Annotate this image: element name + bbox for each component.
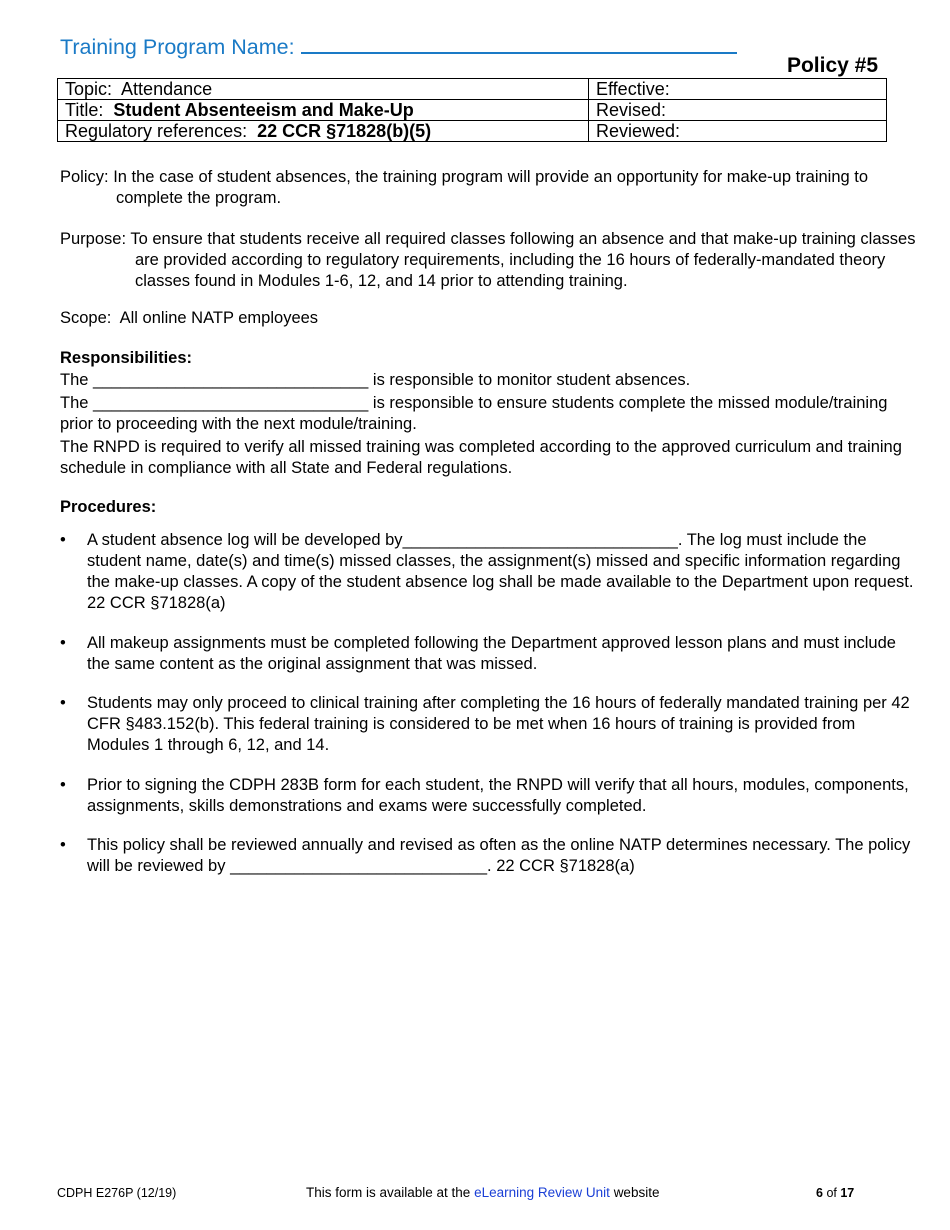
title-cell — [58, 100, 589, 121]
page-current: 6 — [816, 1186, 823, 1200]
responsibilities-heading: Responsibilities: — [60, 349, 193, 367]
purpose-label: Purpose: — [60, 230, 127, 248]
responsibilities-body — [60, 370, 915, 479]
bullet-icon: • — [60, 531, 66, 549]
scope-statement — [60, 308, 920, 329]
training-program-name-field — [60, 32, 737, 60]
procedure-1-prefix: A student absence log will be developed by — [87, 531, 403, 549]
regulatory-value: 22 CCR §71828(b)(5) — [257, 121, 432, 141]
list-item — [60, 530, 920, 618]
procedure-text: Prior to signing the CDPH 283B form for each student, the RNPD will verify that all hours, modules, components, assignments, skills demonstrations and exams were successfully completed. — [87, 776, 909, 815]
procedure-5-blank[interactable]: ____________________________ — [230, 857, 488, 875]
table-row — [58, 121, 887, 142]
page-indicator — [816, 1186, 854, 1200]
scope-label: Scope: — [60, 309, 112, 327]
bullet-icon: • — [60, 836, 66, 854]
elearning-review-unit-link[interactable]: eLearning Review Unit — [474, 1185, 610, 1200]
procedures-heading: Procedures: — [60, 498, 157, 516]
availability-suffix: website — [613, 1185, 660, 1200]
regulatory-label: Regulatory references: — [65, 121, 248, 141]
procedure-1-text: . The log must include the student name, date(s) and time(s) missed classes, the assignment(s) missed and specific information regarding the make-up classes. A copy of the student absence log shall be made available to the Department upon request. 22 CCR §71828(a) — [87, 531, 914, 612]
reviewed-cell[interactable] — [589, 121, 887, 142]
responsibility-line-1 — [60, 370, 915, 391]
topic-value: Attendance — [121, 79, 213, 99]
availability-note — [306, 1185, 659, 1200]
responsibility-2-blank[interactable]: ______________________________ — [93, 394, 369, 412]
availability-prefix: This form is available at the — [306, 1185, 471, 1200]
table-row — [58, 100, 887, 121]
revised-label: Revised: — [596, 100, 667, 120]
effective-cell[interactable] — [589, 79, 887, 100]
reviewed-label: Reviewed: — [596, 121, 681, 141]
bullet-icon: • — [60, 634, 66, 652]
list-item — [60, 693, 920, 759]
policy-meta-table — [57, 78, 887, 142]
responsibility-line-2 — [60, 393, 915, 435]
page-of: of — [826, 1186, 837, 1200]
responsibility-2-text: is responsible to ensure students complete the missed module/training prior to proceeding with the next module/training. — [60, 394, 888, 433]
title-value: Student Absenteeism and Make-Up — [113, 100, 414, 120]
responsibility-2-prefix: The — [60, 394, 89, 412]
procedure-text — [87, 835, 920, 877]
purpose-text: To ensure that students receive all required classes following an absence and that make-up training classes are provided according to regulatory requirements, including the 16 hours of federally-mandated theory classes found in Modules 1-6, 12, and 14 prior to attending training. — [130, 230, 916, 290]
list-item — [60, 633, 920, 677]
procedure-text — [87, 530, 920, 614]
responsibility-1-blank[interactable]: ______________________________ — [93, 371, 369, 389]
list-item — [60, 835, 920, 879]
responsibility-1-text: is responsible to monitor student absences. — [372, 371, 691, 389]
revised-cell[interactable] — [589, 100, 887, 121]
procedure-text: Students may only proceed to clinical training after completing the 16 hours of federally mandated training per 42 CFR §483.152(b). This federal training is considered to be met when 16 hours of training is provided from Modules 1 through 6, 12, and 14. — [87, 694, 910, 754]
purpose-statement — [60, 229, 935, 292]
table-row — [58, 79, 887, 100]
program-name-label: Training Program Name: — [60, 35, 295, 59]
policy-text: In the case of student absences, the training program will provide an opportunity for make-up training to complete the program. — [113, 168, 869, 207]
bullet-icon: • — [60, 694, 66, 712]
procedure-5-text: . 22 CCR §71828(a) — [487, 857, 635, 875]
page-total: 17 — [840, 1186, 855, 1200]
program-name-blank-line[interactable] — [301, 32, 737, 54]
procedure-1-blank[interactable]: ______________________________ — [402, 531, 678, 549]
policy-statement — [60, 167, 906, 209]
form-id: CDPH E276P (12/19) — [57, 1186, 177, 1200]
topic-cell — [58, 79, 589, 100]
effective-label: Effective: — [596, 79, 670, 99]
scope-text: All online NATP employees — [119, 309, 319, 327]
topic-label: Topic: — [65, 79, 113, 99]
responsibility-1-prefix: The — [60, 371, 89, 389]
title-label: Title: — [65, 100, 104, 120]
procedure-text: All makeup assignments must be completed following the Department approved lesson plans and must include the same content as the original assignment that was missed. — [87, 634, 896, 673]
policy-number: Policy #5 — [786, 54, 878, 77]
bullet-icon: • — [60, 776, 66, 794]
responsibility-line-3: The RNPD is required to verify all missed training was completed according to the approved curriculum and training schedule in compliance with all State and Federal regulations. — [60, 438, 902, 477]
list-item — [60, 775, 920, 819]
procedure-5-prefix: This policy shall be reviewed annually and revised as often as the online NATP determines necessary. The policy will be reviewed by — [87, 836, 911, 875]
policy-label: Policy: — [60, 168, 109, 186]
regulatory-cell — [58, 121, 589, 142]
